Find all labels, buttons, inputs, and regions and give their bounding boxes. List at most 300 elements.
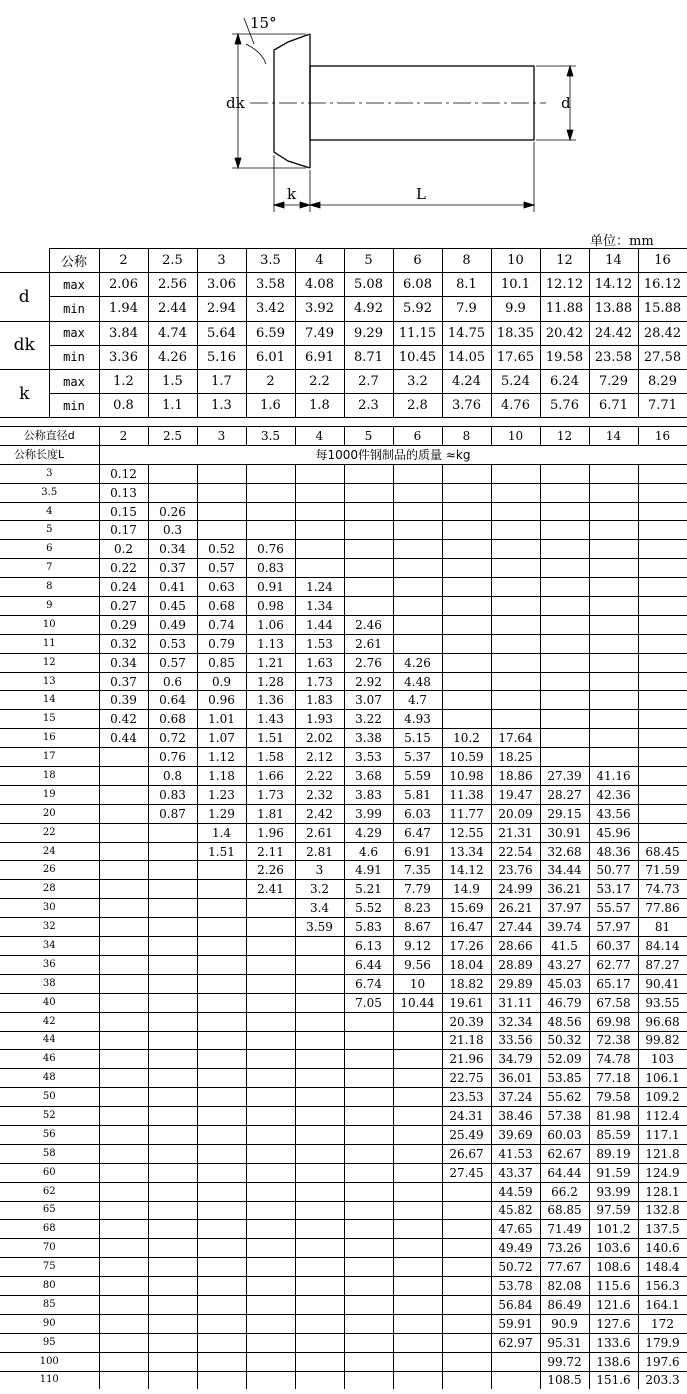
mass-value-cell [295,1314,344,1333]
mass-value-cell: 48.56 [540,1012,589,1031]
param-name: dk [0,321,49,369]
mass-value-cell [393,1371,442,1389]
mass-value-cell [638,634,687,653]
mass-value-cell: 1.23 [197,785,246,804]
mass-value-cell [638,767,687,786]
mass-value-cell [295,1239,344,1258]
dims-value-cell: 14.12 [589,273,638,297]
mass-value-cell: 84.14 [638,937,687,956]
mass-value-cell: 5.52 [344,899,393,918]
mass-value-cell: 21.18 [442,1031,491,1050]
d-label: d [561,94,571,112]
mass-value-cell [148,483,197,502]
mass-value-cell [197,1050,246,1069]
mass-value-cell: 38.46 [491,1107,540,1126]
mass-value-cell: 73.26 [540,1239,589,1258]
mass-value-cell: 3 [295,861,344,880]
mass-row [0,861,687,880]
mass-row [0,483,687,502]
dims-value-cell: 3.42 [246,297,295,321]
mass-value-cell [344,1144,393,1163]
dims-value-cell: 4.26 [148,345,197,369]
mass-value-cell [148,1069,197,1088]
mass-value-cell: 28.66 [491,937,540,956]
mass-row [0,880,687,899]
mass-value-cell [589,729,638,748]
dims-size-header: 2.5 [148,249,197,273]
length-cell: 100 [0,1352,99,1371]
mass-value-cell: 22.75 [442,1069,491,1088]
mass-value-cell: 69.98 [589,1012,638,1031]
mass-value-cell [638,748,687,767]
mass-value-cell [442,464,491,483]
mass-value-cell: 0.34 [99,653,148,672]
mass-value-cell [99,1050,148,1069]
mass-value-cell: 4.91 [344,861,393,880]
mass-value-cell: 18.86 [491,767,540,786]
mass-value-cell: 0.17 [99,521,148,540]
mass-value-cell: 137.5 [638,1220,687,1239]
mass-value-cell: 0.37 [99,672,148,691]
length-cell: 34 [0,937,99,956]
mass-value-cell [246,1277,295,1296]
mass-value-cell [197,993,246,1012]
mass-value-cell: 3.2 [295,880,344,899]
mass-value-cell: 121.8 [638,1144,687,1163]
length-cell: 60 [0,1163,99,1182]
mass-value-cell [393,1107,442,1126]
mass-value-cell [197,1163,246,1182]
nominal-length-label: 公称长度L [0,445,99,464]
mass-row [0,955,687,974]
mass-value-cell [393,1258,442,1277]
dims-value-cell: 3.2 [393,369,442,393]
mass-value-cell: 3.53 [344,748,393,767]
mass-value-cell: 0.29 [99,615,148,634]
mass-value-cell [442,615,491,634]
dims-value-cell: 9.29 [344,321,393,345]
mass-value-cell [589,597,638,616]
mass-value-cell: 0.83 [148,785,197,804]
mass-value-cell: 0.76 [246,540,295,559]
mass-value-cell: 1.73 [295,672,344,691]
mass-value-cell: 7.79 [393,880,442,899]
mass-row [0,974,687,993]
mass-value-cell [540,748,589,767]
dims-value-cell: 3.76 [442,394,491,418]
mass-value-cell: 1.29 [197,804,246,823]
mass-value-cell [393,559,442,578]
mass-value-cell [589,748,638,767]
mass-value-cell [197,937,246,956]
mass-value-cell [295,483,344,502]
mass-size-header: 2.5 [148,427,197,446]
mass-value-cell: 0.49 [148,615,197,634]
mass-value-cell: 0.52 [197,540,246,559]
dims-value-cell: 6.08 [393,273,442,297]
mass-row [0,1371,687,1389]
mass-value-cell [491,464,540,483]
mass-row [0,1333,687,1352]
mass-value-cell [295,955,344,974]
mass-value-cell [99,918,148,937]
mass-value-cell: 103.6 [589,1239,638,1258]
mass-row [0,823,687,842]
dims-value-cell: 1.7 [197,369,246,393]
mass-value-cell [148,1107,197,1126]
mass-value-cell [589,502,638,521]
mass-value-cell: 11.77 [442,804,491,823]
mass-value-cell [148,1125,197,1144]
dims-value-cell: 12.12 [540,273,589,297]
dk-label: dk [226,94,245,112]
mass-value-cell: 9.12 [393,937,442,956]
mass-value-cell [246,1239,295,1258]
mass-row [0,1050,687,1069]
mass-value-cell: 82.08 [540,1277,589,1296]
mass-value-cell [246,464,295,483]
mass-value-cell: 0.39 [99,691,148,710]
mass-value-cell [246,1069,295,1088]
mass-value-cell [148,1144,197,1163]
mass-value-cell [344,559,393,578]
mass-value-cell: 28.89 [491,955,540,974]
mass-value-cell: 34.79 [491,1050,540,1069]
mass-value-cell [197,1277,246,1296]
dims-size-header: 5 [344,249,393,273]
mass-row [0,1125,687,1144]
mass-value-cell [442,1371,491,1389]
mass-value-cell: 1.4 [197,823,246,842]
mass-value-cell: 203.3 [638,1371,687,1389]
mass-value-cell: 59.91 [491,1314,540,1333]
mass-value-cell [540,672,589,691]
mass-value-cell [442,653,491,672]
mass-value-cell: 4.93 [393,710,442,729]
mass-value-cell [99,1031,148,1050]
dims-value-cell: 8.29 [638,369,687,393]
length-cell: 15 [0,710,99,729]
mass-value-cell [197,502,246,521]
mass-value-cell [99,993,148,1012]
mass-value-cell: 30.91 [540,823,589,842]
mass-value-cell: 62.97 [491,1333,540,1352]
mass-value-cell [295,1012,344,1031]
mass-value-cell: 32.34 [491,1012,540,1031]
dims-value-cell: 7.29 [589,369,638,393]
length-cell: 17 [0,748,99,767]
dims-value-cell: 20.42 [540,321,589,345]
mass-value-cell [99,899,148,918]
mass-title: 每1000件钢制品的质量 ≈kg [99,445,687,464]
mass-value-cell [442,483,491,502]
mass-value-cell: 14.12 [442,861,491,880]
mass-value-cell: 0.13 [99,483,148,502]
mass-value-cell: 45.96 [589,823,638,842]
mass-value-cell: 3.22 [344,710,393,729]
mass-value-cell: 10.59 [442,748,491,767]
mass-value-cell [393,1163,442,1182]
mass-value-cell [540,710,589,729]
mass-value-cell [344,502,393,521]
mass-value-cell [197,1201,246,1220]
param-name: k [0,369,49,417]
mass-value-cell [393,1012,442,1031]
mass-row [0,748,687,767]
mass-value-cell [99,1012,148,1031]
mass-value-cell: 85.59 [589,1125,638,1144]
mass-value-cell [393,1031,442,1050]
length-cell: 58 [0,1144,99,1163]
length-cell: 30 [0,899,99,918]
mass-value-cell: 3.99 [344,804,393,823]
mass-value-cell: 1.63 [295,653,344,672]
mass-value-cell [148,1050,197,1069]
mass-size-header: 2 [99,427,148,446]
mass-value-cell [295,1182,344,1201]
mass-value-cell: 1.73 [246,785,295,804]
mass-value-cell: 0.98 [246,597,295,616]
mass-value-cell [197,1295,246,1314]
dims-value-cell: 14.75 [442,321,491,345]
mass-value-cell [197,1314,246,1333]
mass-value-cell [344,1088,393,1107]
mass-value-cell [589,615,638,634]
mass-value-cell: 50.32 [540,1031,589,1050]
mass-value-cell [638,578,687,597]
dims-value-cell: 3.92 [295,297,344,321]
length-cell: 95 [0,1333,99,1352]
mass-value-cell [197,1107,246,1126]
mass-row [0,1258,687,1277]
mass-value-cell: 68.85 [540,1201,589,1220]
dims-value-cell: 6.59 [246,321,295,345]
mass-value-cell: 79.58 [589,1088,638,1107]
mass-value-cell [344,464,393,483]
mass-value-cell: 2.42 [295,804,344,823]
dims-size-header: 10 [491,249,540,273]
mass-value-cell [344,1125,393,1144]
mass-row [0,1201,687,1220]
mass-value-cell [295,1352,344,1371]
mass-value-cell: 7.35 [393,861,442,880]
mass-value-cell: 24.31 [442,1107,491,1126]
mass-value-cell [589,710,638,729]
mass-value-cell: 1.66 [246,767,295,786]
mass-value-cell: 1.58 [246,748,295,767]
mass-value-cell [344,1239,393,1258]
length-cell: 11 [0,634,99,653]
mass-value-cell [393,1314,442,1333]
mass-value-cell: 10.98 [442,767,491,786]
mass-row [0,804,687,823]
mass-value-cell: 29.89 [491,974,540,993]
mass-value-cell [491,502,540,521]
length-cell: 85 [0,1295,99,1314]
mass-value-cell: 5.15 [393,729,442,748]
mass-value-cell: 21.31 [491,823,540,842]
mass-value-cell [197,1031,246,1050]
mass-row [0,672,687,691]
mass-value-cell: 0.6 [148,672,197,691]
dims-value-cell: 5.08 [344,273,393,297]
mass-value-cell: 37.97 [540,899,589,918]
mass-value-cell [540,615,589,634]
mass-value-cell: 77.86 [638,899,687,918]
mass-value-cell: 0.34 [148,540,197,559]
mass-value-cell [295,1031,344,1050]
mass-value-cell: 53.78 [491,1277,540,1296]
mass-value-cell: 4.29 [344,823,393,842]
mass-value-cell [148,1352,197,1371]
mass-value-cell [589,483,638,502]
mass-value-cell: 66.2 [540,1182,589,1201]
mass-value-cell [393,1069,442,1088]
mass-value-cell: 128.1 [638,1182,687,1201]
mass-value-cell [99,1125,148,1144]
mass-value-cell: 1.34 [295,597,344,616]
mass-row [0,540,687,559]
mass-value-cell: 9.56 [393,955,442,974]
mass-value-cell: 6.47 [393,823,442,842]
mass-value-cell [197,1220,246,1239]
mass-value-cell: 53.85 [540,1069,589,1088]
mass-value-cell [99,937,148,956]
mass-value-cell [99,823,148,842]
mass-row [0,937,687,956]
mass-value-cell [197,861,246,880]
mass-value-cell: 2.26 [246,861,295,880]
mass-size-header: 8 [442,427,491,446]
mass-value-cell [344,597,393,616]
length-cell: 90 [0,1314,99,1333]
length-cell: 28 [0,880,99,899]
dims-value-cell: 28.42 [638,321,687,345]
mass-value-cell [393,1333,442,1352]
dims-value-cell: 4.74 [148,321,197,345]
mass-value-cell: 0.68 [197,597,246,616]
mass-value-cell: 99.82 [638,1031,687,1050]
mass-value-cell: 124.9 [638,1163,687,1182]
mass-size-header: 6 [393,427,442,446]
mass-value-cell [148,937,197,956]
mass-value-cell [344,540,393,559]
length-cell: 36 [0,955,99,974]
angle-label: 15° [250,14,277,32]
mass-value-cell [295,1220,344,1239]
mass-row [0,899,687,918]
mass-value-cell: 15.69 [442,899,491,918]
mass-value-cell [344,1258,393,1277]
mass-value-cell: 0.2 [99,540,148,559]
length-cell: 75 [0,1258,99,1277]
mass-value-cell [99,804,148,823]
k-label: k [287,185,297,203]
mass-value-cell: 42.36 [589,785,638,804]
mass-value-cell: 0.24 [99,578,148,597]
mass-value-cell: 0.79 [197,634,246,653]
mass-value-cell: 23.53 [442,1088,491,1107]
mass-value-cell: 0.22 [99,559,148,578]
mass-value-cell: 10 [393,974,442,993]
mass-value-cell [344,1182,393,1201]
dims-row [0,345,687,369]
dims-value-cell: 18.35 [491,321,540,345]
mass-value-cell [246,1050,295,1069]
mass-value-cell: 172 [638,1314,687,1333]
mass-value-cell [148,1295,197,1314]
mass-value-cell: 6.03 [393,804,442,823]
mass-value-cell: 3.07 [344,691,393,710]
mass-value-cell [148,1012,197,1031]
mass-value-cell: 2.41 [246,880,295,899]
dims-value-cell: 2.3 [344,394,393,418]
mass-value-cell [393,1125,442,1144]
length-cell: 18 [0,767,99,786]
mass-value-cell [148,1088,197,1107]
dims-value-cell: 19.58 [540,345,589,369]
mass-value-cell: 4.6 [344,842,393,861]
length-cell: 50 [0,1088,99,1107]
mass-value-cell [344,1012,393,1031]
mass-value-cell [99,974,148,993]
mass-value-cell [540,502,589,521]
mass-value-cell: 6.44 [344,955,393,974]
mass-value-cell: 14.9 [442,880,491,899]
mass-value-cell: 4.48 [393,672,442,691]
mass-value-cell [540,540,589,559]
mass-value-cell: 0.83 [246,559,295,578]
mass-value-cell: 0.87 [148,804,197,823]
mass-value-cell [99,1107,148,1126]
mass-value-cell: 0.57 [148,653,197,672]
mass-value-cell [197,521,246,540]
mass-value-cell [246,502,295,521]
mass-value-cell [638,464,687,483]
mass-value-cell [442,672,491,691]
length-cell: 3 [0,464,99,483]
dims-size-header: 8 [442,249,491,273]
mass-value-cell: 62.67 [540,1144,589,1163]
dims-value-cell: 5.64 [197,321,246,345]
mass-value-cell: 68.45 [638,842,687,861]
dims-value-cell: 23.58 [589,345,638,369]
mass-value-cell: 26.67 [442,1144,491,1163]
mass-value-cell: 17.64 [491,729,540,748]
mass-value-cell [393,1295,442,1314]
mass-value-cell [246,1314,295,1333]
dims-row [0,394,687,418]
mass-value-cell [491,1371,540,1389]
dims-value-cell: 2.44 [148,297,197,321]
mass-row [0,842,687,861]
mass-value-cell [589,634,638,653]
dims-value-cell: 17.65 [491,345,540,369]
mass-value-cell [344,1333,393,1352]
dims-size-header: 3.5 [246,249,295,273]
length-cell: 8 [0,578,99,597]
mass-row [0,993,687,1012]
mass-value-cell [442,597,491,616]
mass-value-cell [295,1088,344,1107]
mass-value-cell: 65.17 [589,974,638,993]
mass-value-cell: 3.38 [344,729,393,748]
mass-value-cell [638,785,687,804]
mass-value-cell [442,634,491,653]
mass-value-cell: 57.97 [589,918,638,937]
mass-value-cell [638,540,687,559]
mass-value-cell [295,559,344,578]
